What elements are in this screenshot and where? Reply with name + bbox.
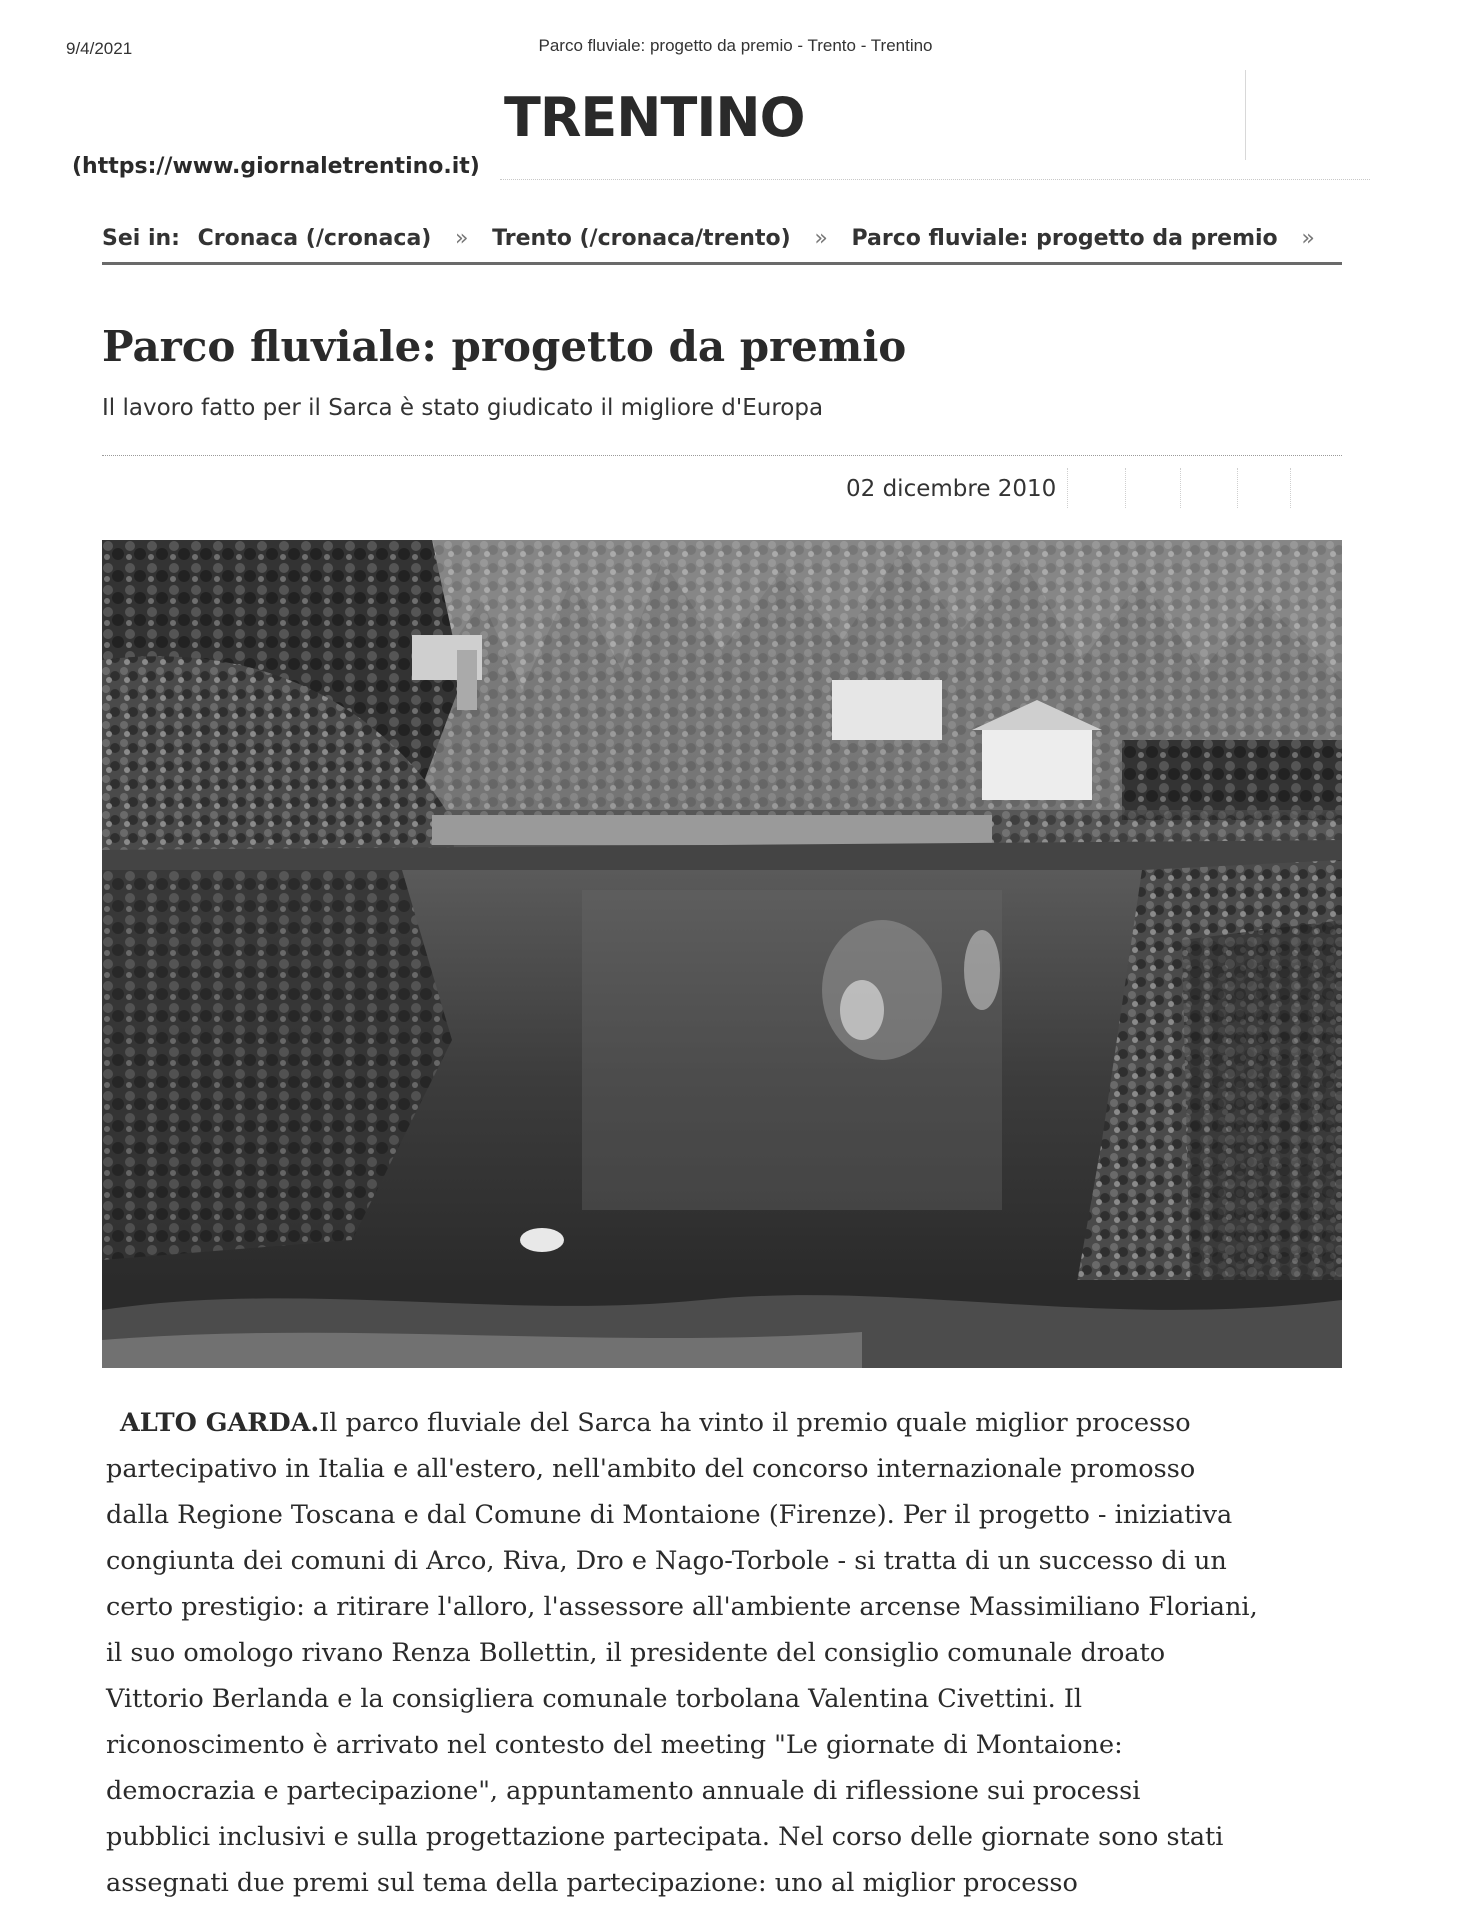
body-text: Il parco fluviale del Sarca ha vinto il premio quale miglior processo [319,1408,1191,1438]
body-line: dalla Regione Toscana e dal Comune di Montaione (Firenze). Per il progetto - iniziativa [106,1500,1233,1530]
share-divider [1290,468,1291,508]
article-photo [102,540,1342,1368]
share-divider [1125,468,1126,508]
breadcrumb-separator: » [814,226,828,251]
breadcrumb-item-trento[interactable]: Trento (/cronaca/trento) [492,226,791,251]
article-body [106,1400,1356,1906]
print-date: 9/4/2021 [66,39,133,58]
body-line: assegnati due premi sul tema della partecipazione: uno al miglior processo [106,1868,1078,1898]
breadcrumb-item-current: Parco fluviale: progetto da premio [851,226,1278,251]
breadcrumb-underline [102,262,1342,265]
breadcrumb-item-cronaca[interactable]: Cronaca (/cronaca) [197,226,432,251]
title-divider [102,455,1342,456]
share-divider [1067,468,1068,508]
breadcrumb-separator: » [455,226,469,251]
body-line: il suo omologo rivano Renza Bollettin, il presidente del consiglio comunale droato [106,1638,1166,1668]
masthead-logo[interactable]: TRENTINO [504,86,805,149]
site-url-link[interactable]: (https://www.giornaletrentino.it) [72,154,480,179]
breadcrumb-lead: Sei in: [102,226,180,251]
breadcrumb [102,226,1342,251]
body-line: congiunta dei comuni di Arco, Riva, Dro e Nago-Torbole - si tratta di un successo di un [106,1546,1227,1576]
share-divider [1237,468,1238,508]
breadcrumb-separator: » [1301,226,1315,251]
body-line: Vittorio Berlanda e la consigliera comunale torbolana Valentina Civettini. Il [106,1684,1083,1714]
article-subtitle: Il lavoro fatto per il Sarca è stato giudicato il migliore d'Europa [102,395,824,421]
header-vertical-divider [1245,70,1246,160]
body-line: riconoscimento è arrivato nel contesto del meeting "Le giornate di Montaione: [106,1730,1123,1760]
article-date: 02 dicembre 2010 [846,476,1057,502]
body-line: pubblici inclusivi e sulla progettazione partecipata. Nel corso delle giornate sono stati [106,1822,1224,1852]
share-divider [1180,468,1181,508]
header-divider [500,179,1370,180]
print-page-title: Parco fluviale: progetto da premio - Trento - Trentino [538,36,933,55]
article-title: Parco fluviale: progetto da premio [102,322,907,371]
body-line: partecipativo in Italia e all'estero, nell'ambito del concorso internazionale promosso [106,1454,1196,1484]
body-line-1 [106,1400,1356,1446]
body-line: democrazia e partecipazione", appuntamento annuale di riflessione sui processi [106,1776,1141,1806]
body-line: certo prestigio: a ritirare l'alloro, l'assessore all'ambiente arcense Massimiliano Floriani, [106,1592,1258,1622]
article-dateline: ALTO GARDA. [120,1408,320,1438]
